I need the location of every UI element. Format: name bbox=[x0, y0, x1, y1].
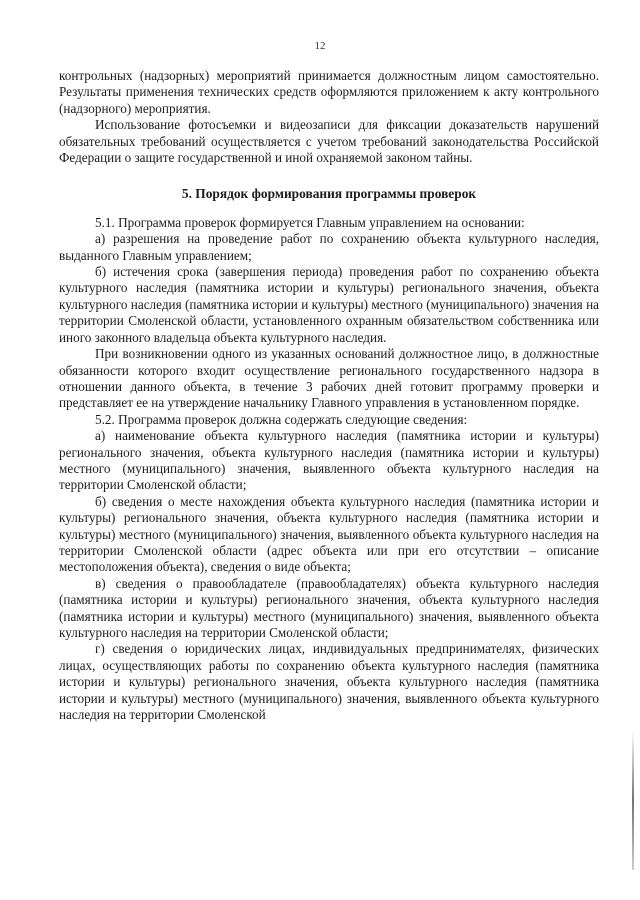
paragraph: в) сведения о правообладателе (правообладателях) объекта культурного наследия (памятника истории и культуры) регионального значения, объекта культурного наследия (памятника истории и культуры) местного (муниципального) значения, выявленного объекта культурного наследия на территории Смоленской области; bbox=[59, 575, 599, 640]
paragraph: а) разрешения на проведение работ по сохранению объекта культурного наследия, выданного Главным управлением; bbox=[59, 231, 599, 263]
page-number: 12 bbox=[314, 40, 326, 52]
paragraph: 5.2. Программа проверок должна содержать следующие сведения: bbox=[95, 411, 468, 427]
paragraph: контрольных (надзорных) мероприятий принимается должностным лицом самостоятельно. Результаты применения технических средств оформляются приложением к акту контрольного (надзорного) мероприятия. bbox=[59, 68, 599, 116]
paragraph: г) сведения о юридических лицах, индивидуальных предпринимателях, физических лицах, осуществляющих работы по сохранению объекта культурного наследия (памятника истории и культуры) регионального значения, объекта культурного наследия (памятника истории и культуры) местного (муниципального) значения, выявленного объекта культурного наследия на территории Смоленской bbox=[59, 641, 599, 723]
paragraph: Использование фотосъемки и видеозаписи для фиксации доказательств нарушений обязательных требований осуществляется с учетом требований законодательства Российской Федерации о защите государственной и иной охраняемой законом тайны. bbox=[59, 117, 599, 166]
document-body bbox=[59, 68, 599, 723]
paragraph: При возникновении одного из указанных оснований должностное лицо, в должностные обязанности которого входит осуществление регионального государственного надзора в отношении данного объекта, в течение 3 рабочих дней готовит программу проверки и представляет ее на утверждение начальнику Главного управления в установленном порядке. bbox=[59, 346, 599, 411]
paragraph: а) наименование объекта культурного наследия (памятника истории и культуры) регионального значения, объекта культурного наследия (памятника истории и культуры) местного (муниципального) значения, выявленного объекта культурного наследия на территории Смоленской области; bbox=[59, 428, 599, 493]
paragraph: б) истечения срока (завершения периода) проведения работ по сохранению объекта культурного наследия (памятника истории и культуры) регионального значения, объекта культурного наследия (памятника истории и культуры) местного (муниципального) значения на территории Смоленской области, установленного охранным обязательством собственника или иного законного владельца объекта культурного наследия. bbox=[59, 264, 599, 345]
scan-edge-mark bbox=[632, 730, 634, 870]
paragraph: 5.1. Программа проверок формируется Главным управлением на основании: bbox=[95, 214, 525, 230]
section-heading: 5. Порядок формирования программы проверок bbox=[181, 186, 477, 202]
paragraph: б) сведения о месте нахождения объекта культурного наследия (памятника истории и культуры) регионального значения, объекта культурного наследия (памятника истории и культуры) местного (муниципального) значения, выявленного объекта культурного наследия на территории Смоленской области (адрес объекта или при его отсутствии – описание местоположения объекта), сведения о виде объекта; bbox=[59, 493, 599, 575]
